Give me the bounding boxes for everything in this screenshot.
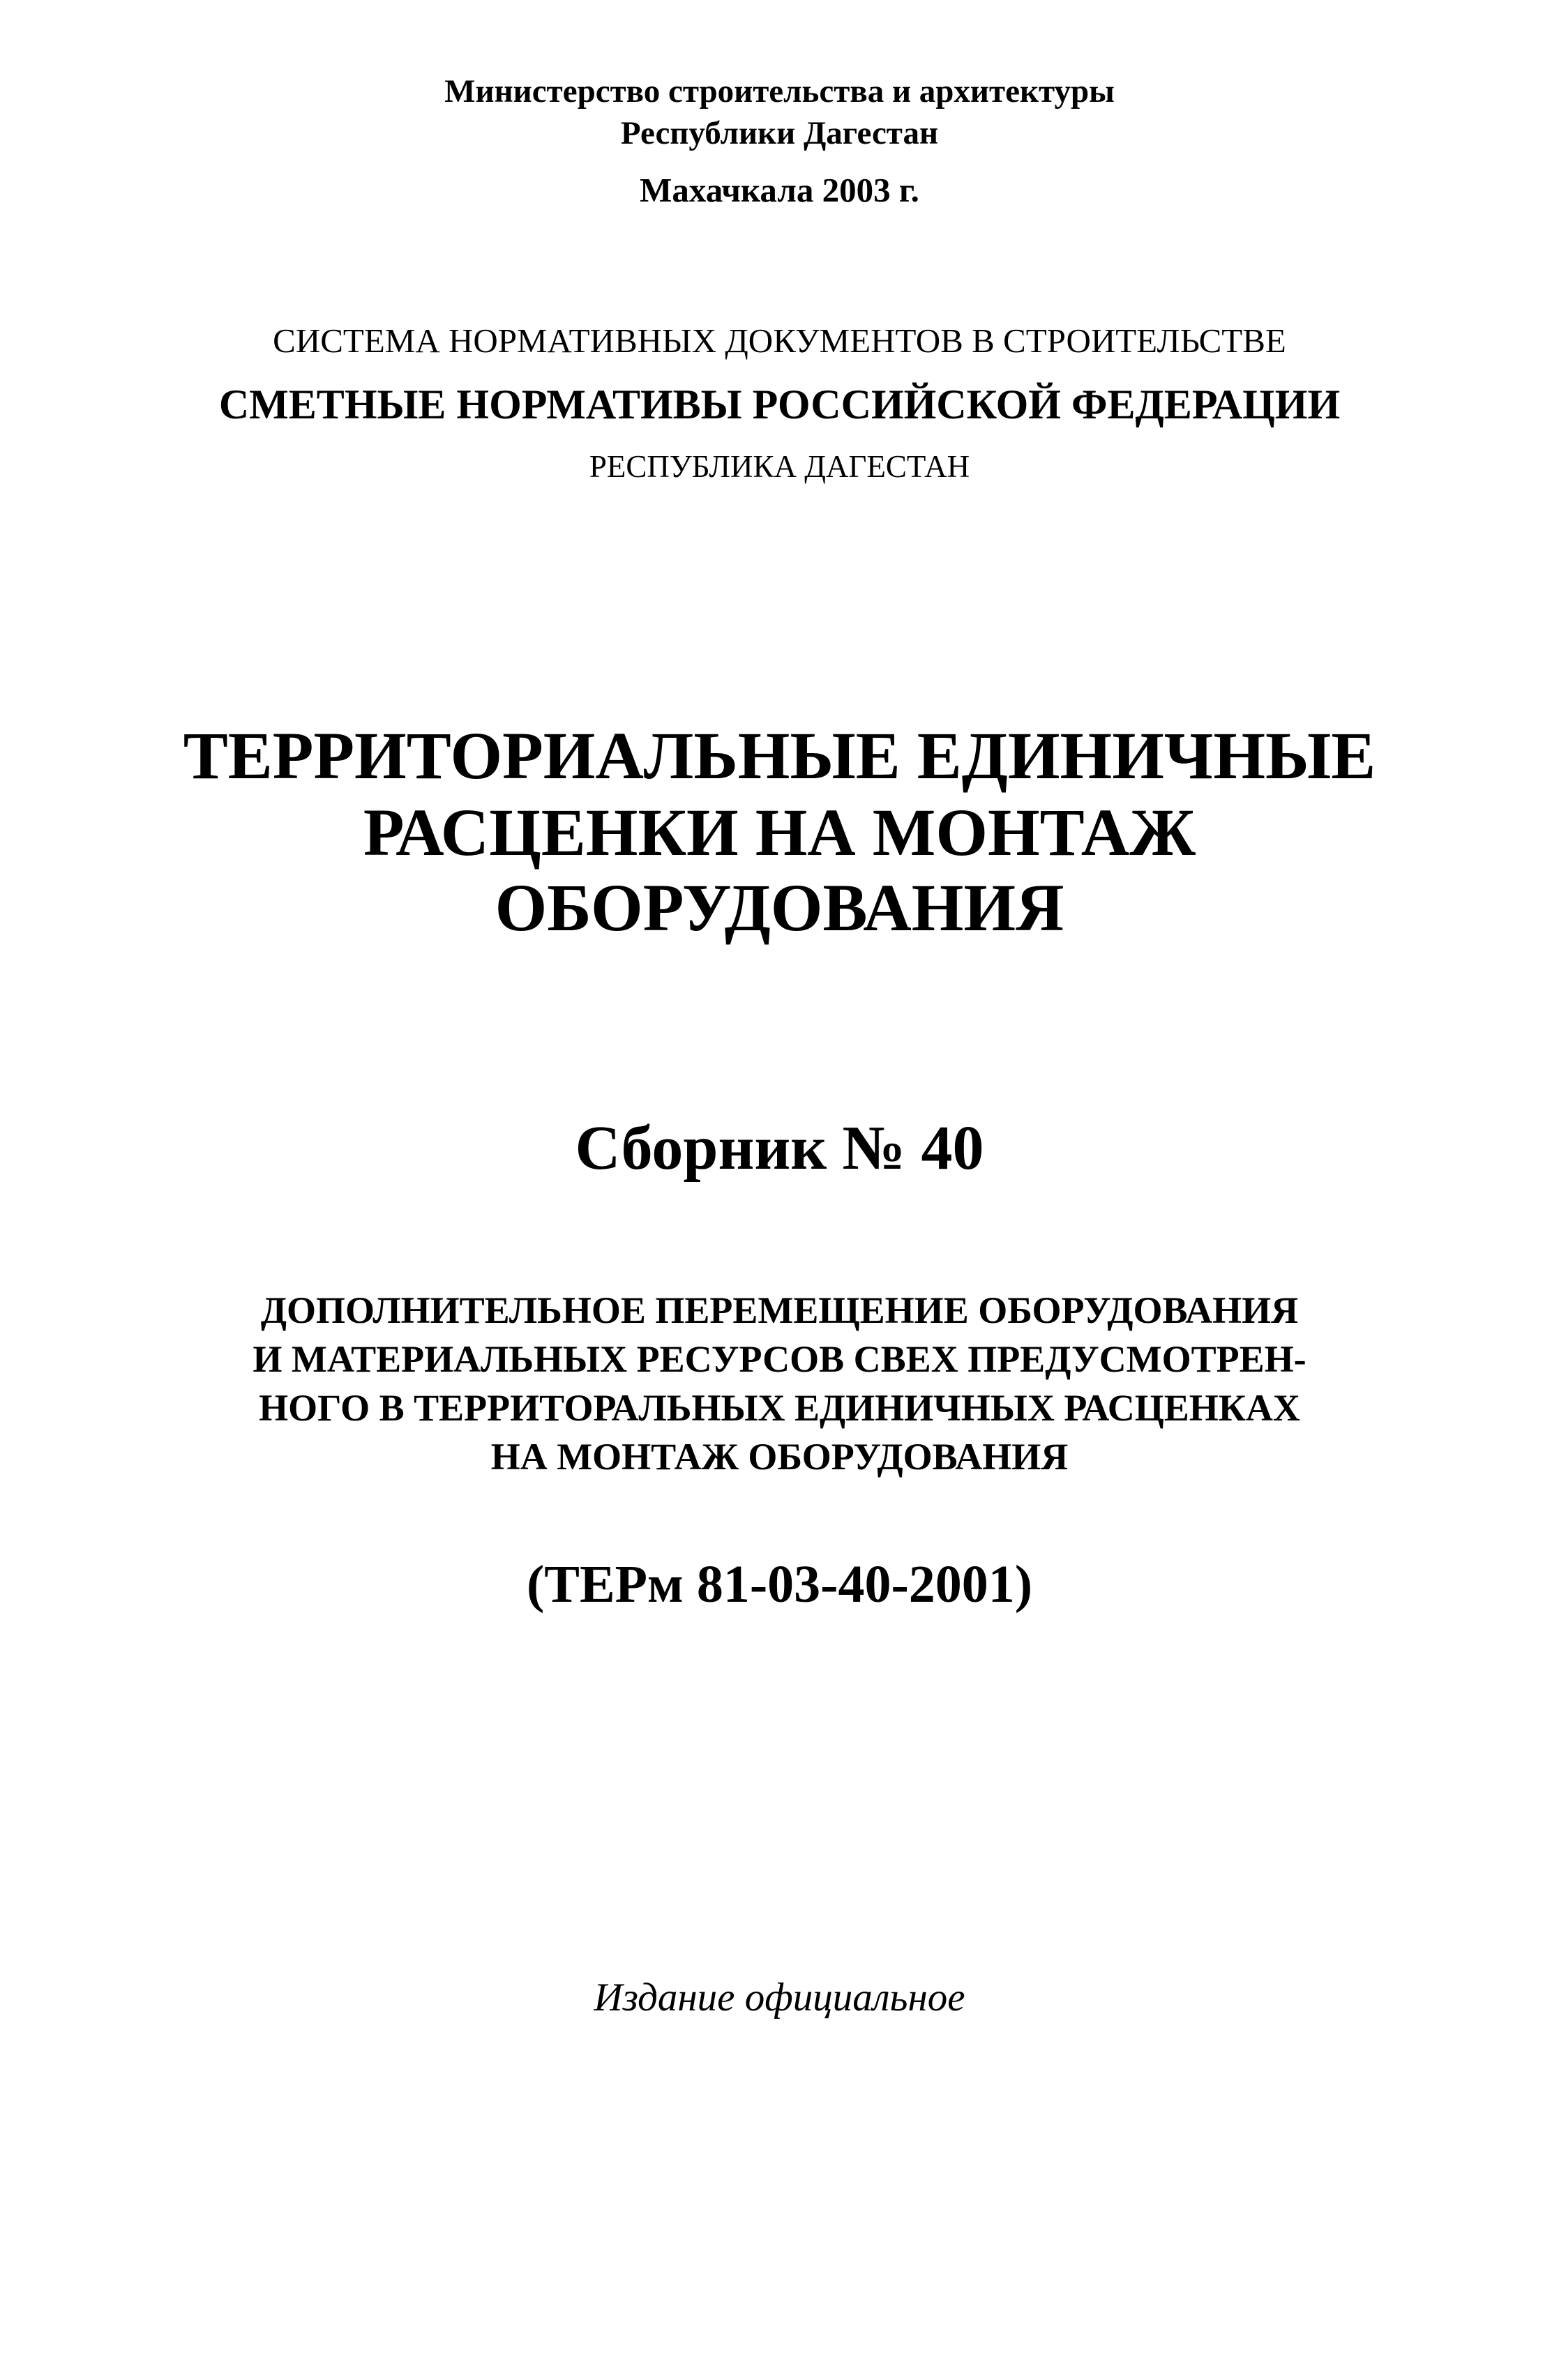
city-year: Махачкала 2003 г. (640, 171, 919, 209)
document-code: (ТЕРм 81-03-40-2001) (526, 1555, 1033, 1614)
subtitle-line-1: ДОПОЛНИТЕЛЬНОЕ ПЕРЕМЕЩЕНИЕ ОБОРУДОВАНИЯ (260, 1289, 1299, 1331)
main-title-line-1: ТЕРРИТОРИАЛЬНЫЕ ЕДИНИЧНЫЕ (183, 718, 1376, 793)
ministry-line-2: Республики Дагестан (620, 115, 939, 151)
region-title: РЕСПУБЛИКА ДАГЕСТАН (589, 449, 970, 484)
collection-number: Сборник № 40 (575, 1114, 984, 1183)
main-title-line-3: ОБОРУДОВАНИЯ (495, 870, 1064, 945)
subtitle-line-4: НА МОНТАЖ ОБОРУДОВАНИЯ (490, 1436, 1069, 1478)
edition-note: Издание официальное (594, 1976, 965, 2019)
subtitle-line-2: И МАТЕРИАЛЬНЫХ РЕСУРСОВ СВЕХ ПРЕДУСМОТРЕН- (253, 1338, 1306, 1380)
main-title-line-2: РАСЦЕНКИ НА МОНТАЖ (363, 795, 1196, 870)
system-title: СИСТЕМА НОРМАТИВНЫХ ДОКУМЕНТОВ В СТРОИТЕЛЬСТВЕ (273, 321, 1286, 360)
norms-title: СМЕТНЫЕ НОРМАТИВЫ РОССИЙСКОЙ ФЕДЕРАЦИИ (218, 381, 1341, 427)
subtitle-line-3: НОГО В ТЕРРИТОРАЛЬНЫХ ЕДИНИЧНЫХ РАСЦЕНКАХ (259, 1387, 1300, 1429)
ministry-line-1: Министерство строительства и архитектуры (444, 73, 1115, 109)
